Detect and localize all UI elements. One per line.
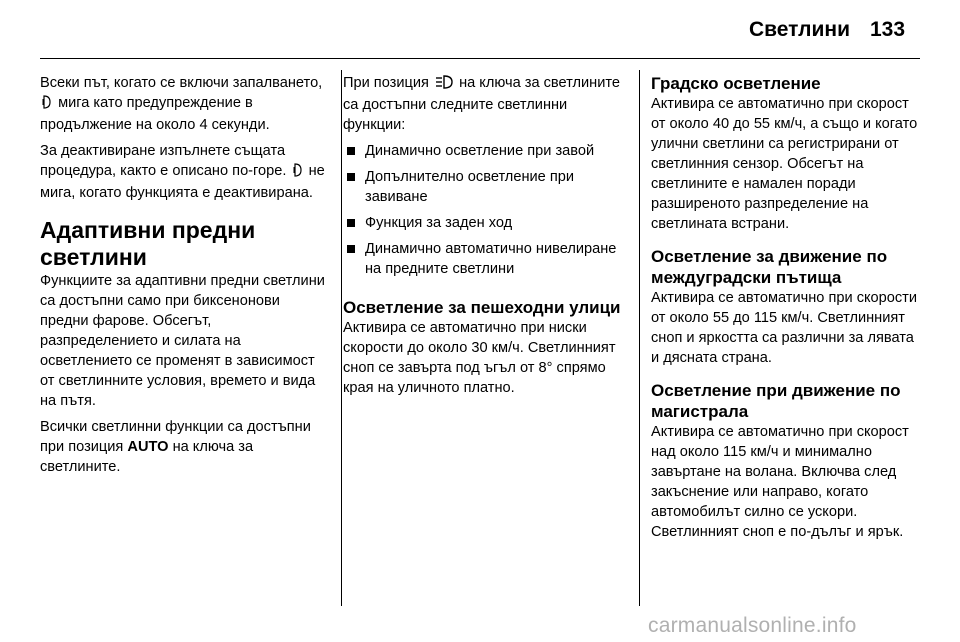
- paragraph-text: не мига, когато функцията е деактивирана.: [40, 163, 325, 201]
- list-item-text: Динамично автоматично нивелиране на предните светлини: [365, 241, 617, 277]
- headlight-warning-icon: [293, 163, 303, 183]
- paragraph-text: Всеки път, когато се включи запалването,: [40, 75, 323, 91]
- feature-list: [343, 141, 631, 279]
- paragraph: Активира се автоматично при ниски скорости до около 30 км/ч. Светлинният сноп се завърта под ъгъл от 8° спрямо края на уличното платно.: [343, 320, 616, 396]
- list-item: [343, 213, 631, 233]
- list-item-text: Допълнително осветление при завиване: [365, 169, 574, 205]
- section-heading: Градско осветление: [651, 74, 821, 93]
- paragraph-text: на ключа за светлините са достъпни следните светлинни функции:: [343, 75, 621, 133]
- column-2: [343, 73, 631, 404]
- section-heading: Осветление за пешеходни улици: [343, 298, 621, 317]
- headlight-warning-icon: [42, 95, 52, 115]
- section-heading: Осветление за движение по междуградски пътища: [651, 247, 888, 287]
- column-divider-1: [341, 70, 342, 606]
- list-item-text: Функция за заден ход: [365, 215, 513, 231]
- paragraph: Активира се автоматично при скорост от около 40 до 55 км/ч, а също и когато улични светлини са регистрирани от светлинния сензор. Обсегът на светлините е намален поради разширеното разпределение на светлината встрани.: [651, 96, 918, 232]
- column-divider-2: [639, 70, 640, 606]
- list-item: [343, 239, 631, 279]
- headlight-auto-icon: [435, 75, 453, 95]
- bullet-icon: [347, 173, 355, 181]
- section-heading: Осветление при движение по магистрала: [651, 381, 901, 421]
- section-heading: Адаптивни предни светлини: [40, 217, 256, 270]
- paragraph: Функциите за адаптивни предни светлини са достъпни само при биксенонови предни фарове. Обсегът, разпределението и силата на осветлението се променят в зависимост от светлинните условия, времето и вида на пътя.: [40, 273, 325, 409]
- paragraph: Активира се автоматично при скорости от около 55 до 115 км/ч. Светлинният сноп и яркостта са различни за лявата и дясната страна.: [651, 290, 918, 366]
- bullet-icon: [347, 147, 355, 155]
- paragraph: [40, 417, 330, 477]
- bullet-icon: [347, 245, 355, 253]
- paragraph: [40, 73, 330, 135]
- auto-label: AUTO: [127, 439, 169, 455]
- paragraph-text: За деактивиране изпълнете същата процедура, както е описано по-горе.: [40, 143, 287, 179]
- paragraph: Активира се автоматично при скорост над около 115 км/ч и минимално завъртане на волана. Включва след закъснение или направо, когато автомобилът силно се ускори. Светлинният сноп е по-дълъг и ярък.: [651, 424, 909, 540]
- page-number: 133: [870, 18, 906, 41]
- paragraph: [343, 73, 631, 135]
- list-item-text: Динамично осветление при завой: [365, 143, 595, 159]
- list-item: [343, 141, 631, 161]
- column-1: [40, 73, 330, 483]
- section-title: Светлини: [748, 18, 850, 41]
- watermark: carmanualsonline.info: [648, 614, 857, 637]
- column-3: [651, 73, 923, 548]
- paragraph-text: При позиция: [343, 75, 429, 91]
- paragraph: [40, 141, 330, 203]
- list-item: [343, 167, 631, 207]
- bullet-icon: [347, 219, 355, 227]
- paragraph-text: Всички светлинни функции са достъпни при позиция: [40, 419, 311, 455]
- paragraph-text: мига като предупреждение в продължение на около 4 секунди.: [40, 95, 270, 133]
- header-divider: [40, 58, 920, 59]
- paragraph-text: на ключа за светлините.: [40, 439, 254, 475]
